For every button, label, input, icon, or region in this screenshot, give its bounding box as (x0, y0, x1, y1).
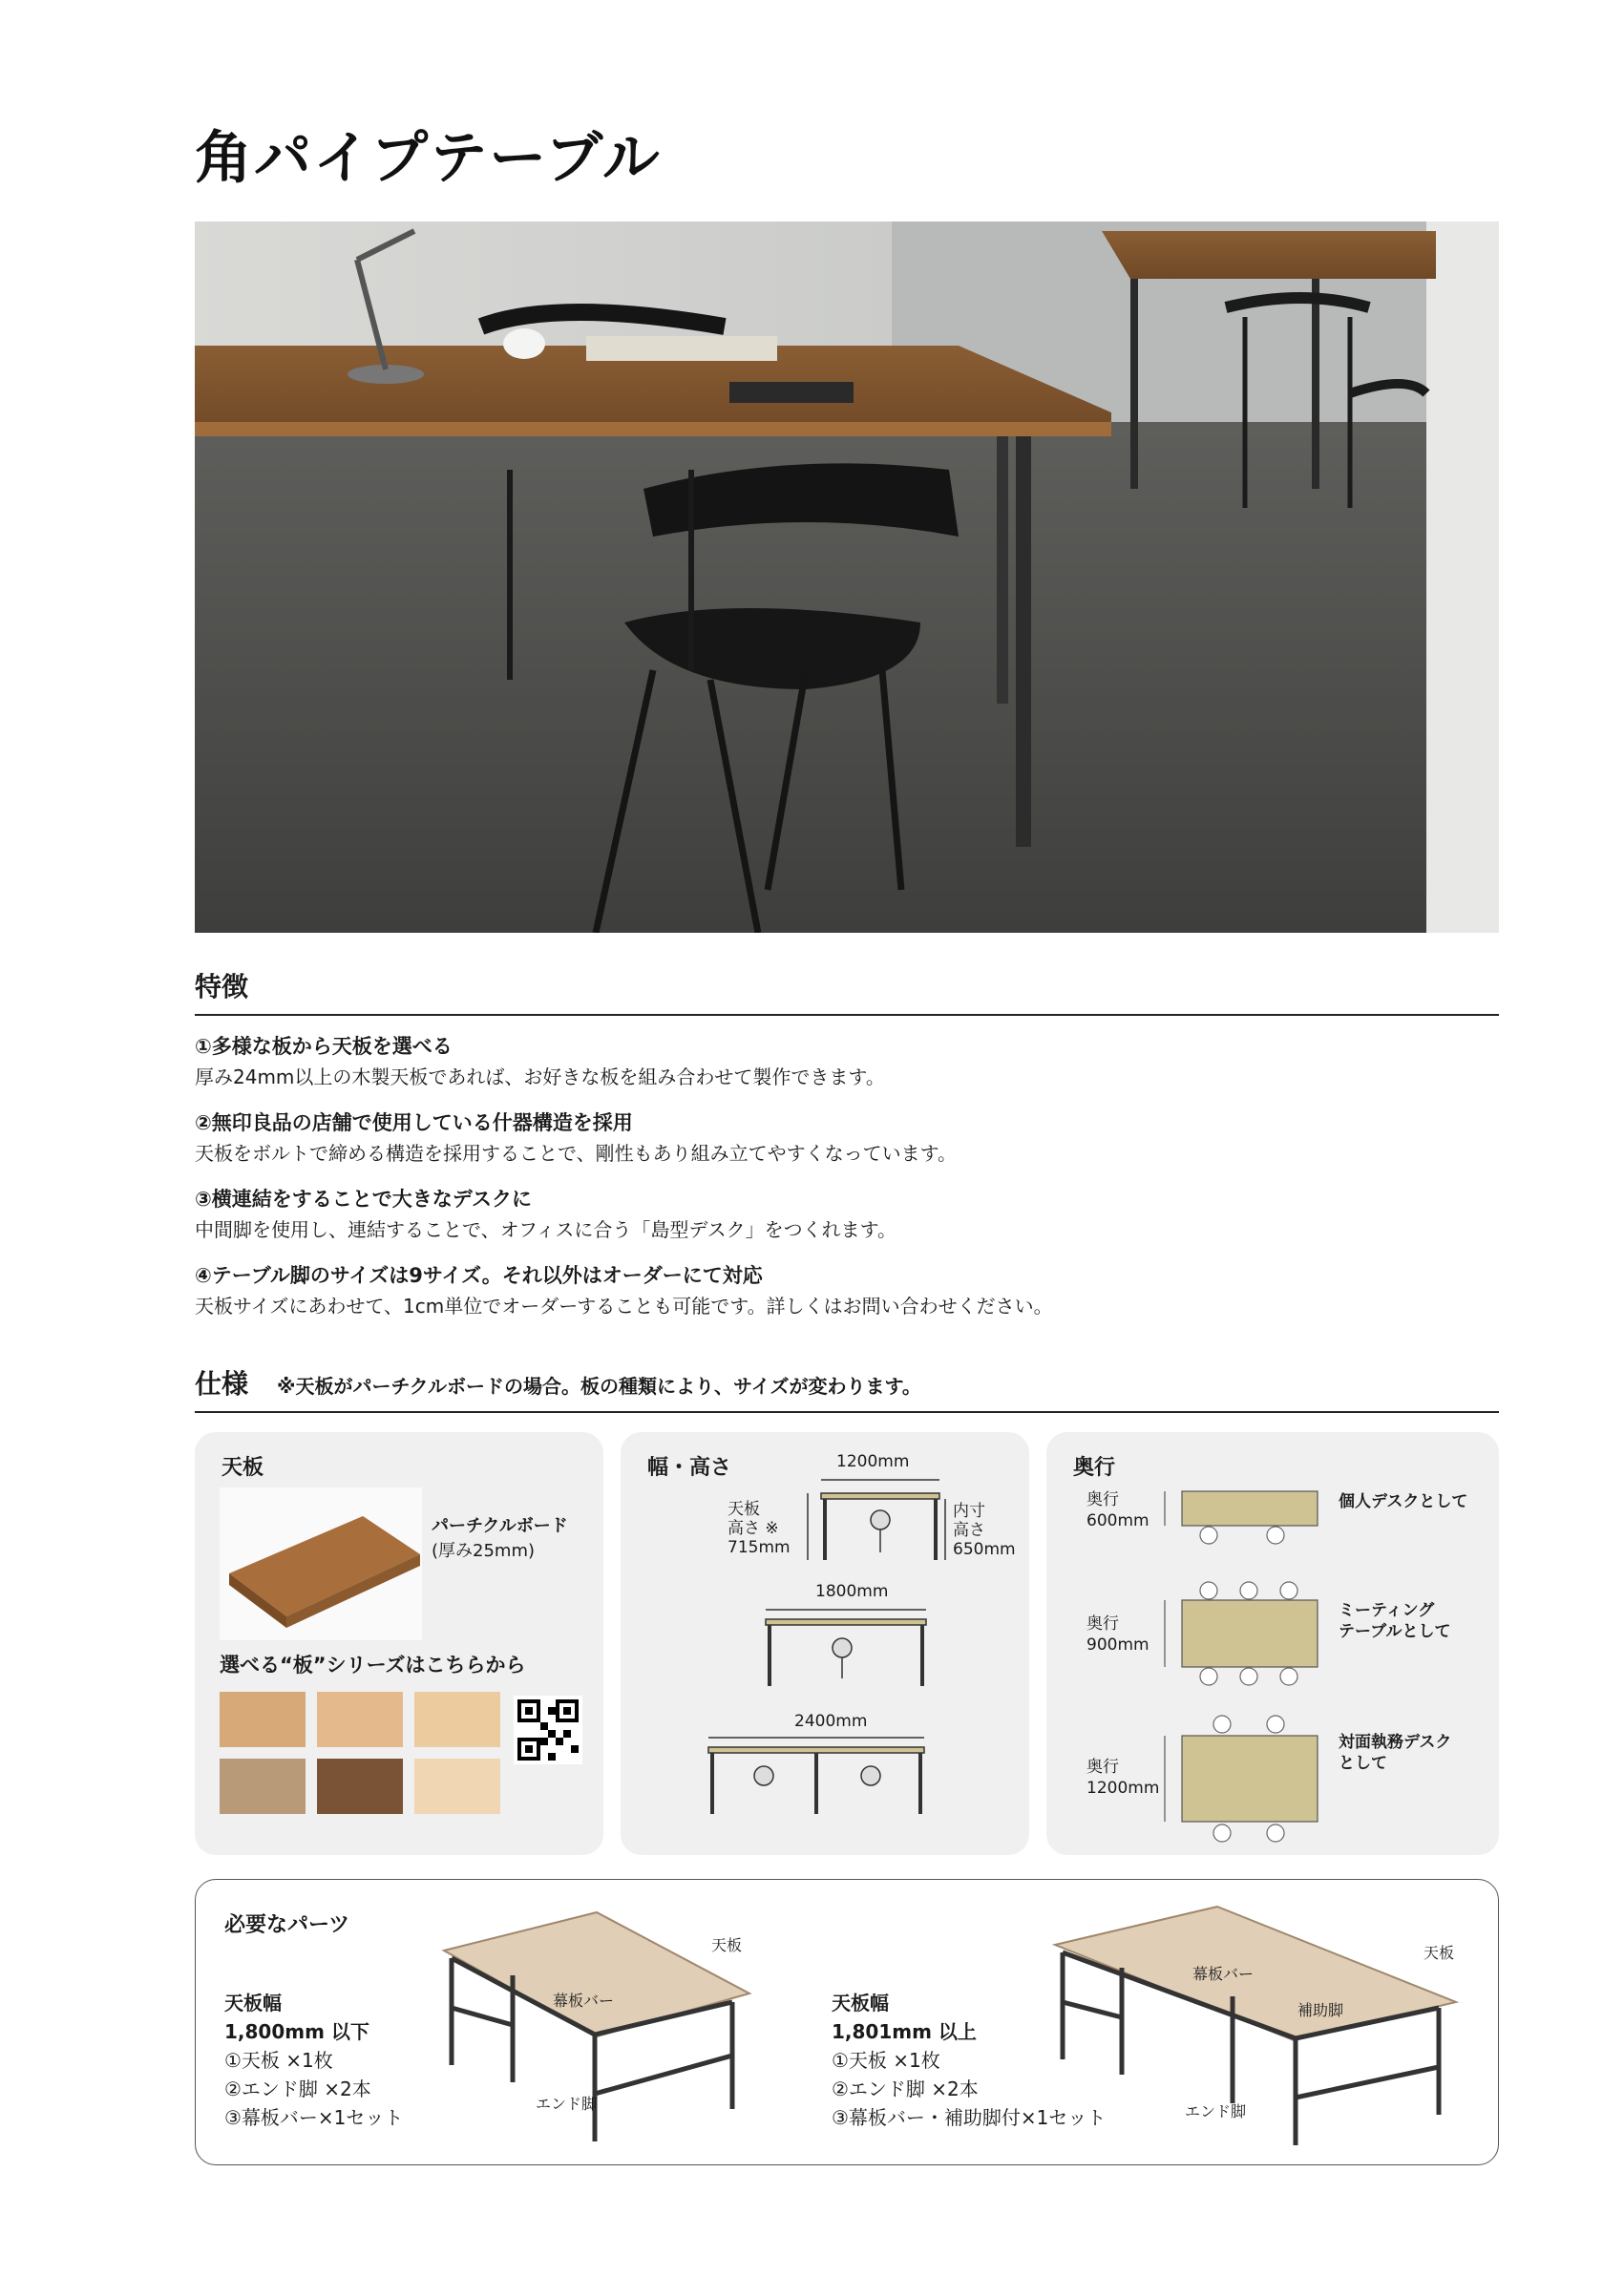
depth-desc-2: テーブルとして (1339, 1622, 1451, 1641)
inner-label-1: 内寸 (953, 1502, 985, 1521)
depth-desc: 対面執務デスク (1339, 1733, 1452, 1752)
feature-title: ②無印良品の店舗で使用している什器構造を採用 (195, 1111, 633, 1134)
feature-desc: 中間脚を使用し、連結することで、オフィスに合う「島型デスク」をつくれます。 (195, 1218, 896, 1241)
table-large-isometric (1045, 1897, 1466, 2155)
spec-heading-bar (195, 1363, 1499, 1413)
card-width-height (621, 1432, 1029, 1855)
features-heading: 特徴 (195, 971, 249, 1002)
feature-item (195, 1107, 1499, 1169)
depth-label: 奥行 (1086, 1614, 1119, 1634)
label-bar: 幕板バー (553, 1992, 615, 2010)
feature-desc: 厚み24mm以上の木製天板であれば、お好きな板を組み合わせて製作できます。 (195, 1065, 885, 1088)
parts-left-heading-1: 天板幅 (224, 1992, 282, 2014)
depth-label: 奥行 (1086, 1758, 1119, 1777)
parts-right-item: ①天板 ×1枚 (832, 2049, 940, 2072)
particle-board-image (220, 1487, 422, 1640)
board-sample (317, 1692, 403, 1747)
label-leg: エンド脚 (1185, 2102, 1247, 2120)
inner-value: 650mm (953, 1540, 1016, 1559)
parts-title: 必要なパーツ (224, 1913, 350, 1937)
depth-desc: ミーティング (1339, 1601, 1435, 1620)
parts-left-heading-2: 1,800mm 以下 (224, 2020, 369, 2043)
parts-right-item: ③幕板バー・補助脚付×1セット (832, 2106, 1107, 2129)
label-bar: 幕板バー (1192, 1965, 1255, 1983)
feature-desc: 天板サイズにあわせて、1cm単位でオーダーすることも可能です。詳しくはお問い合わせください。 (195, 1295, 1053, 1318)
card-size-title: 幅・高さ (647, 1456, 732, 1480)
board-sample (414, 1759, 500, 1814)
label-top: 天板 (1424, 1944, 1455, 1962)
feature-item (195, 1031, 1499, 1092)
width-1800: 1800mm (815, 1582, 889, 1601)
qr-code[interactable] (514, 1696, 582, 1764)
height-label-2: 高さ ※ (728, 1519, 779, 1538)
depth-desc: 個人デスクとして (1339, 1492, 1468, 1511)
board-sample (317, 1759, 403, 1814)
card-depth-title: 奥行 (1073, 1456, 1116, 1480)
depth-value: 600mm (1086, 1511, 1149, 1530)
width-1200: 1200mm (836, 1452, 910, 1471)
required-parts-box (195, 1879, 1499, 2165)
depth-label: 奥行 (1086, 1490, 1119, 1509)
spec-heading: 仕様 (195, 1368, 249, 1400)
parts-left-item: ①天板 ×1枚 (224, 2049, 333, 2072)
series-link[interactable]: 選べる“板”シリーズはこちらから (220, 1654, 526, 1677)
card-tabletop (195, 1432, 603, 1855)
board-name: パーチクルボード (432, 1516, 568, 1536)
width-2400: 2400mm (794, 1712, 868, 1731)
label-leg: エンド脚 (536, 2095, 598, 2113)
board-sample (220, 1692, 306, 1747)
parts-left-item: ③幕板バー×1セット (224, 2106, 404, 2129)
spec-note: ※天板がパーチクルボードの場合。板の種類により、サイズが変わります。 (277, 1375, 921, 1398)
height-value: 715mm (728, 1538, 791, 1557)
board-sample (220, 1759, 306, 1814)
feature-desc: 天板をボルトで締める構造を採用することで、剛性もあり組み立てやすくなっています。 (195, 1142, 957, 1165)
depth-value: 900mm (1086, 1635, 1149, 1655)
feature-title: ③横連結をすることで大きなデスクに (195, 1188, 532, 1211)
parts-left-item: ②エンド脚 ×2本 (224, 2078, 371, 2100)
label-top: 天板 (711, 1936, 743, 1954)
feature-item (195, 1184, 1499, 1245)
parts-right-item: ②エンド脚 ×2本 (832, 2078, 979, 2100)
depth-desc-2: として (1339, 1754, 1387, 1773)
inner-label-2: 高さ (953, 1521, 985, 1540)
label-aux: 補助脚 (1297, 2001, 1344, 2019)
height-label-1: 天板 (728, 1500, 760, 1519)
features-list (195, 1031, 1499, 1337)
parts-list-left (224, 1989, 403, 2132)
parts-right-heading-2: 1,801mm 以上 (832, 2020, 977, 2043)
hero-photo (195, 221, 1499, 933)
feature-title: ④テーブル脚のサイズは9サイズ。それ以外はオーダーにて対応 (195, 1264, 763, 1287)
features-heading-bar (195, 966, 1499, 1016)
parts-right-heading-1: 天板幅 (832, 1992, 889, 2014)
depth-value: 1200mm (1086, 1779, 1160, 1798)
board-sample (414, 1692, 500, 1747)
card-tabletop-title: 天板 (221, 1456, 264, 1480)
page-title: 角パイプテーブル (195, 125, 662, 192)
table-elevation-drawings (621, 1432, 1029, 1855)
card-depth (1046, 1432, 1499, 1855)
feature-title: ①多様な板から天板を選べる (195, 1035, 453, 1058)
feature-item (195, 1260, 1499, 1321)
board-thickness: (厚み25mm) (432, 1541, 536, 1561)
